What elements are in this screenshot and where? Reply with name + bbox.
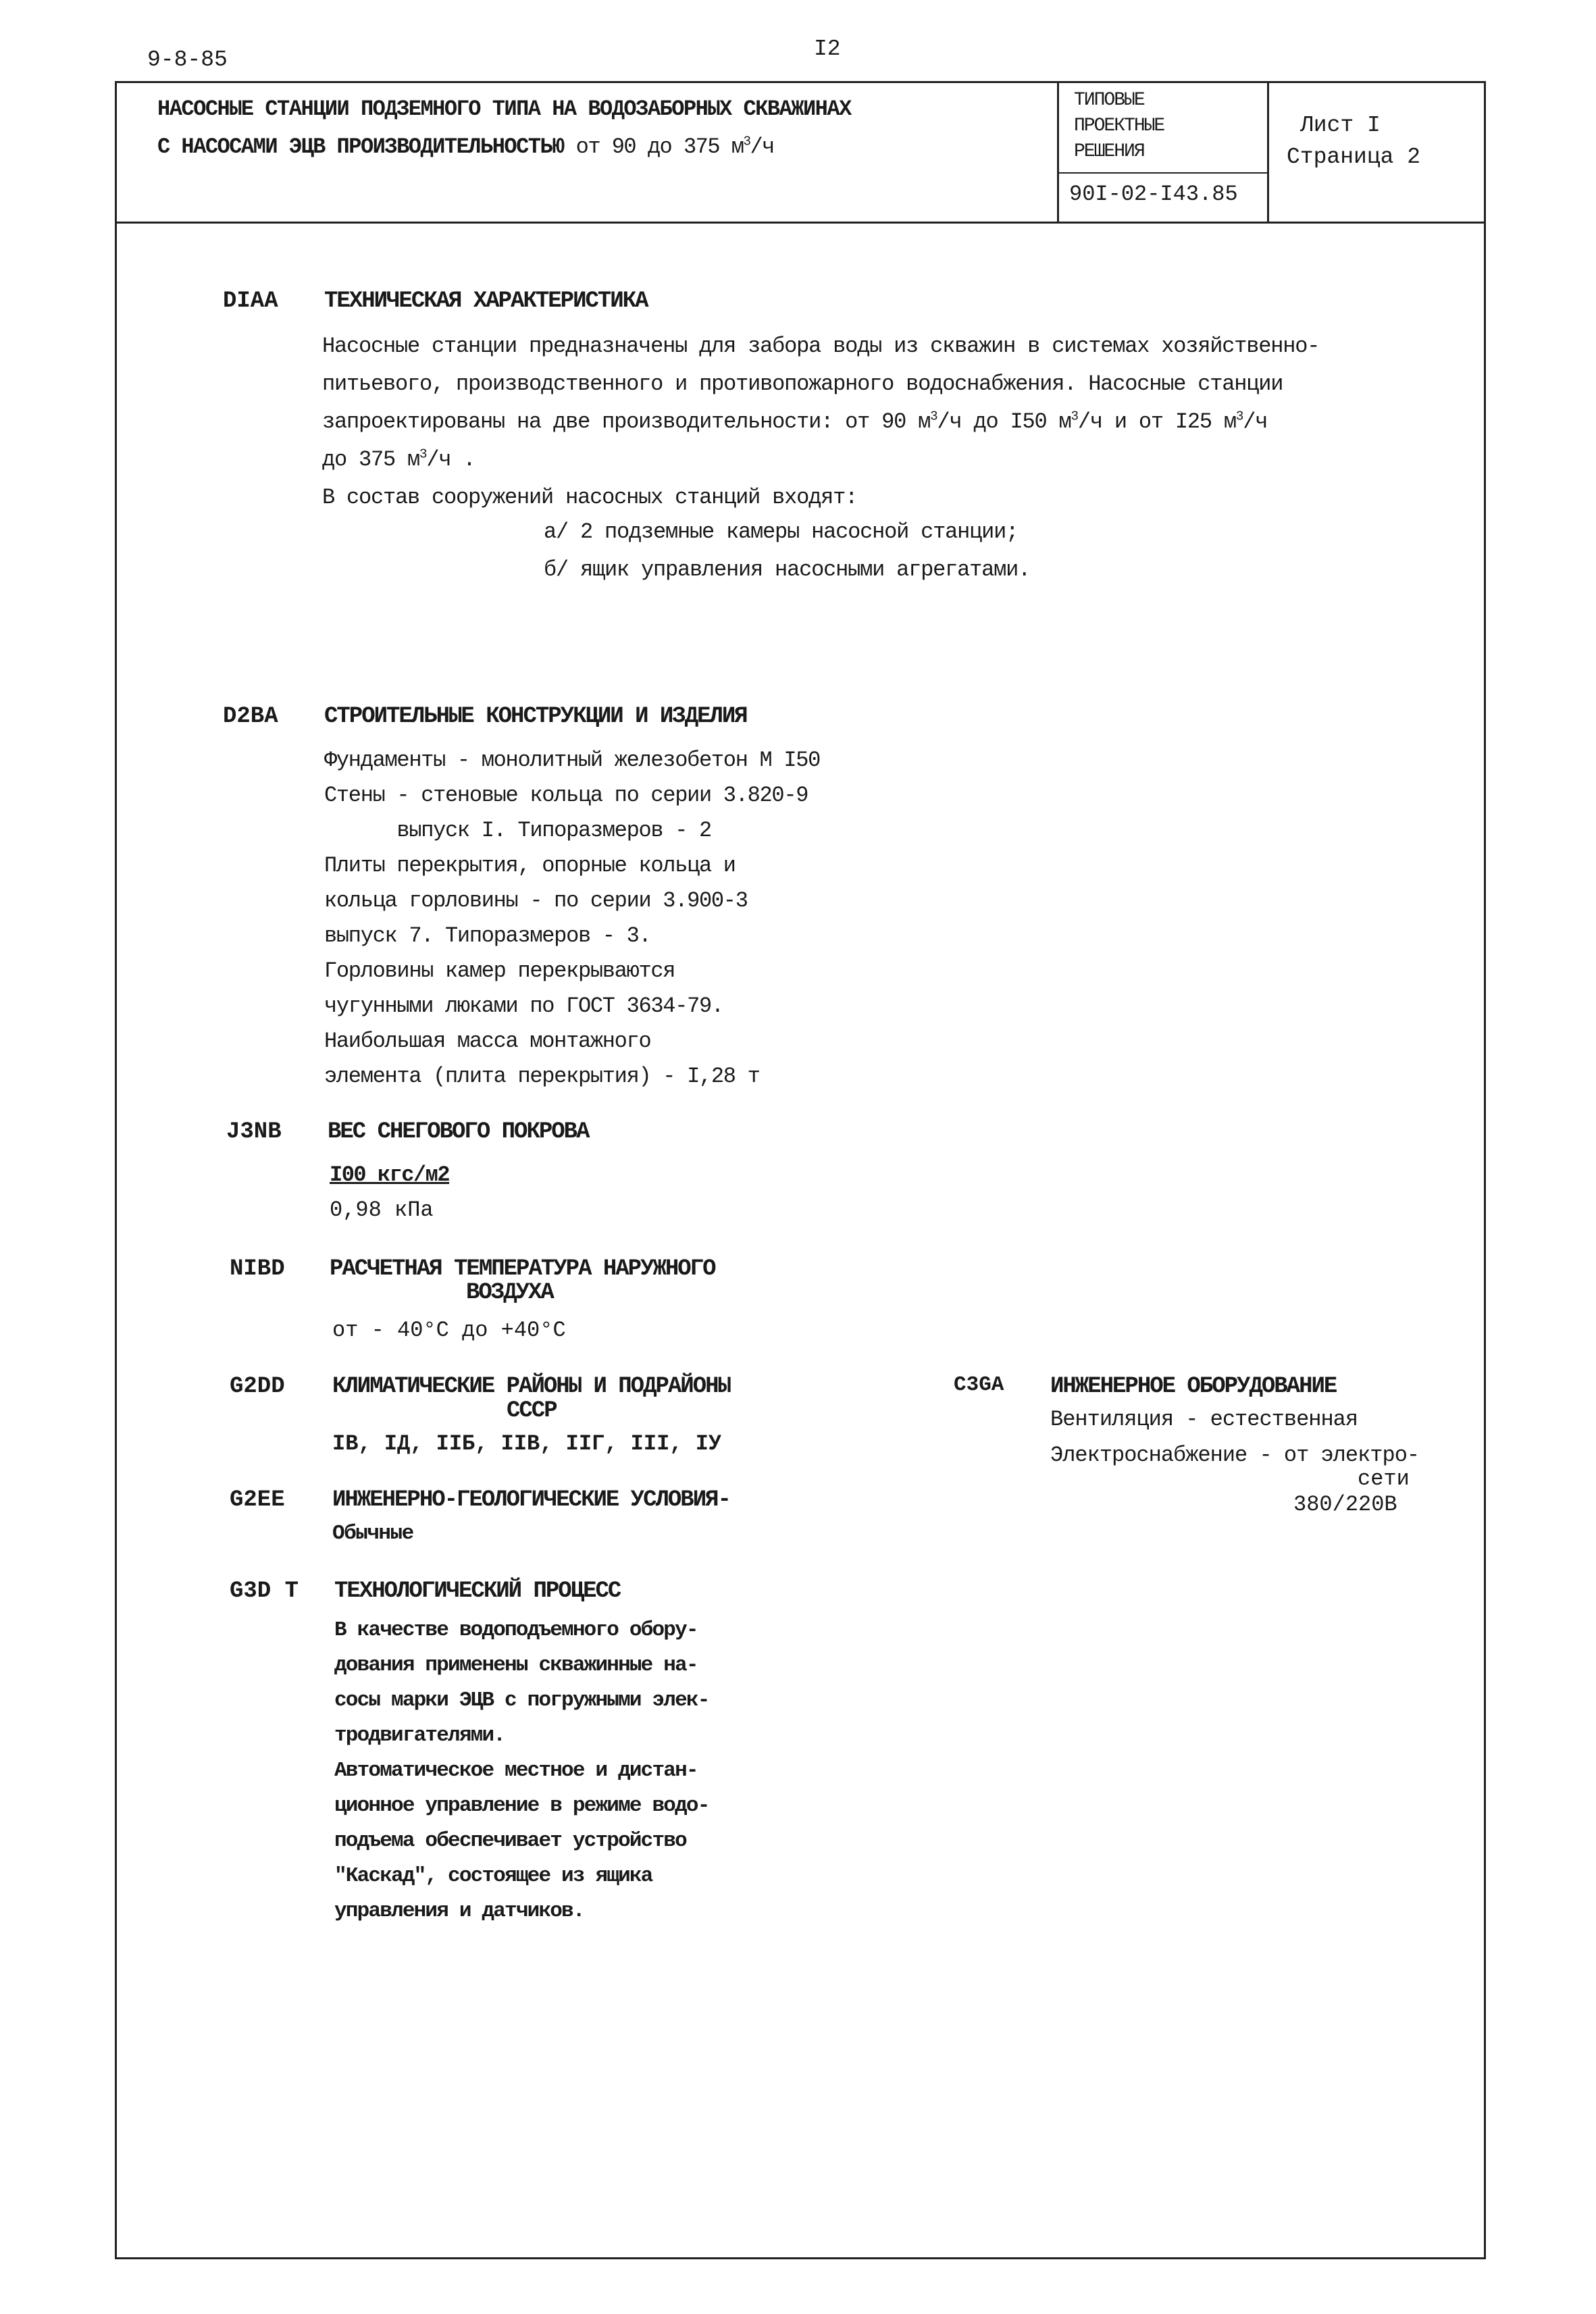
section-heading-2: СТРОИТЕЛЬНЫЕ КОНСТРУКЦИИ И ИЗДЕЛИЯ [324,704,747,729]
header-sheet: Лист I [1300,113,1381,138]
header-divider-1 [1057,81,1059,223]
header-title-line2: С НАСОСАМИ ЭЦВ ПРОИЗВОДИТЕЛЬНОСТЬЮ от 90 до 375 $м^3/ч$ [157,134,774,159]
text-line: Стены - стеновые кольца по серии 3.820-9 [324,783,808,808]
text-line: тродвигателями. [334,1724,505,1747]
ventilation: Вентиляция - естественная [1050,1407,1358,1432]
section-heading-5b: СССР [507,1398,557,1424]
text-line: сосы марки ЭЦВ с погружными элек- [334,1689,709,1712]
power-supply-l2: сети [1358,1466,1410,1491]
section-body-1: Насосные станции предназначены для забора воды из скважин в системах хозяйственно- питьевого, производственного и противопожарного водоснабжения. Насосные станции запроектированы на две производительности: от 90 $м^3/ч$ до I50 $м^3/ч$ и от I25 $м^3/ч$ до 375 $м^3/ч$ . В состав сооружений насосных станций входят: [322,334,1320,510]
temperature-range: от - 40°С до +40°С [332,1318,566,1343]
text-line: ционное управление в режиме водо- [334,1794,709,1818]
text-line: В качестве водоподъемного обору- [334,1618,698,1642]
section-heading-1: ТЕХНИЧЕСКАЯ ХАРАКТЕРИСТИКА [324,288,648,314]
text-line: "Каскад", состоящее из ящика [334,1864,652,1888]
text-line: выпуск I. Типоразмеров - 2 [324,818,711,843]
section-code-7: G3D T [230,1578,299,1604]
text-line: Горловины камер перекрываются [324,958,675,983]
section-heading-8: ИНЖЕНЕРНОЕ ОБОРУДОВАНИЕ [1050,1374,1337,1399]
header-typical-block: ТИПОВЫЕ ПРОЕКТНЫЕ РЕШЕНИЯ [1074,90,1164,162]
section-code-2: D2BA [223,704,278,729]
text-line: управления и датчиков. [334,1899,584,1923]
section-body-7 [334,1613,709,1929]
text-line: Автоматическое местное и дистан- [334,1759,698,1782]
header-doc-number: 90I-02-I43.85 [1069,182,1238,207]
header-divider-2 [1267,81,1269,223]
section-heading-4b: ВОЗДУХА [466,1280,553,1306]
section-heading-3: ВЕС СНЕГОВОГО ПОКРОВА [328,1119,589,1145]
list-item: б/ ящик управления насосными агрегатами. [544,557,1031,582]
section-code-1: DIAA [223,288,278,314]
snow-load-value-2: 0,98 кПа [330,1198,434,1223]
header-bottom-line [115,222,1486,224]
header-page: Страница 2 [1287,145,1421,170]
section-heading-5: КЛИМАТИЧЕСКИЕ РАЙОНЫ И ПОДРАЙОНЫ [332,1374,730,1399]
page-number: I2 [814,36,841,61]
section-code-5: G2DD [230,1374,285,1399]
text-line: чугунными люками по ГОСТ 3634-79. [324,994,723,1019]
section-list-1 [544,513,1030,589]
text-line: элемента (плита перекрытия) - I,28 т [324,1064,760,1089]
text-line: Наибольшая масса монтажного [324,1029,651,1054]
section-code-4: NIBD [230,1256,285,1282]
text-line: Плиты перекрытия, опорные кольца и [324,853,736,878]
text-line: Фундаменты - монолитный железобетон М I50 [324,748,821,773]
section-heading-6: ИНЖЕНЕРНО-ГЕОЛОГИЧЕСКИЕ УСЛОВИЯ- [332,1487,730,1513]
power-supply: Электроснабжение - от электро- [1050,1443,1420,1468]
section-code-8: C3GA [954,1373,1004,1397]
section-body-2 [324,743,820,1094]
text-line: дования применены скважинные на- [334,1653,698,1677]
header-title-line1: НАСОСНЫЕ СТАНЦИИ ПОДЗЕМНОГО ТИПА НА ВОДОЗАБОРНЫХ СКВАЖИНАХ [157,97,851,122]
snow-load-value-1: I00 кгс/м2 [330,1162,450,1187]
section-code-3: J3NB [226,1119,282,1145]
section-code-6: G2EE [230,1487,285,1513]
section-heading-7: ТЕХНОЛОГИЧЕСКИЙ ПРОЦЕСС [334,1578,621,1604]
header-divider-3 [1057,172,1268,174]
climate-regions: IВ, IД, IIБ, IIВ, IIГ, III, IУ [332,1431,722,1456]
text-line: выпуск 7. Типоразмеров - 3. [324,923,651,948]
power-supply-voltage: 380/220В [1293,1492,1397,1517]
section-heading-4: РАСЧЕТНАЯ ТЕМПЕРАТУРА НАРУЖНОГО [330,1256,715,1282]
text-line: подъема обеспечивает устройство [334,1829,686,1853]
geology-value: Обычные [332,1522,413,1545]
text-line: кольца горловины - по серии 3.900-3 [324,888,748,913]
list-item: а/ 2 подземные камеры насосной станции; [544,519,1019,544]
corner-code: 9-8-85 [147,47,228,72]
